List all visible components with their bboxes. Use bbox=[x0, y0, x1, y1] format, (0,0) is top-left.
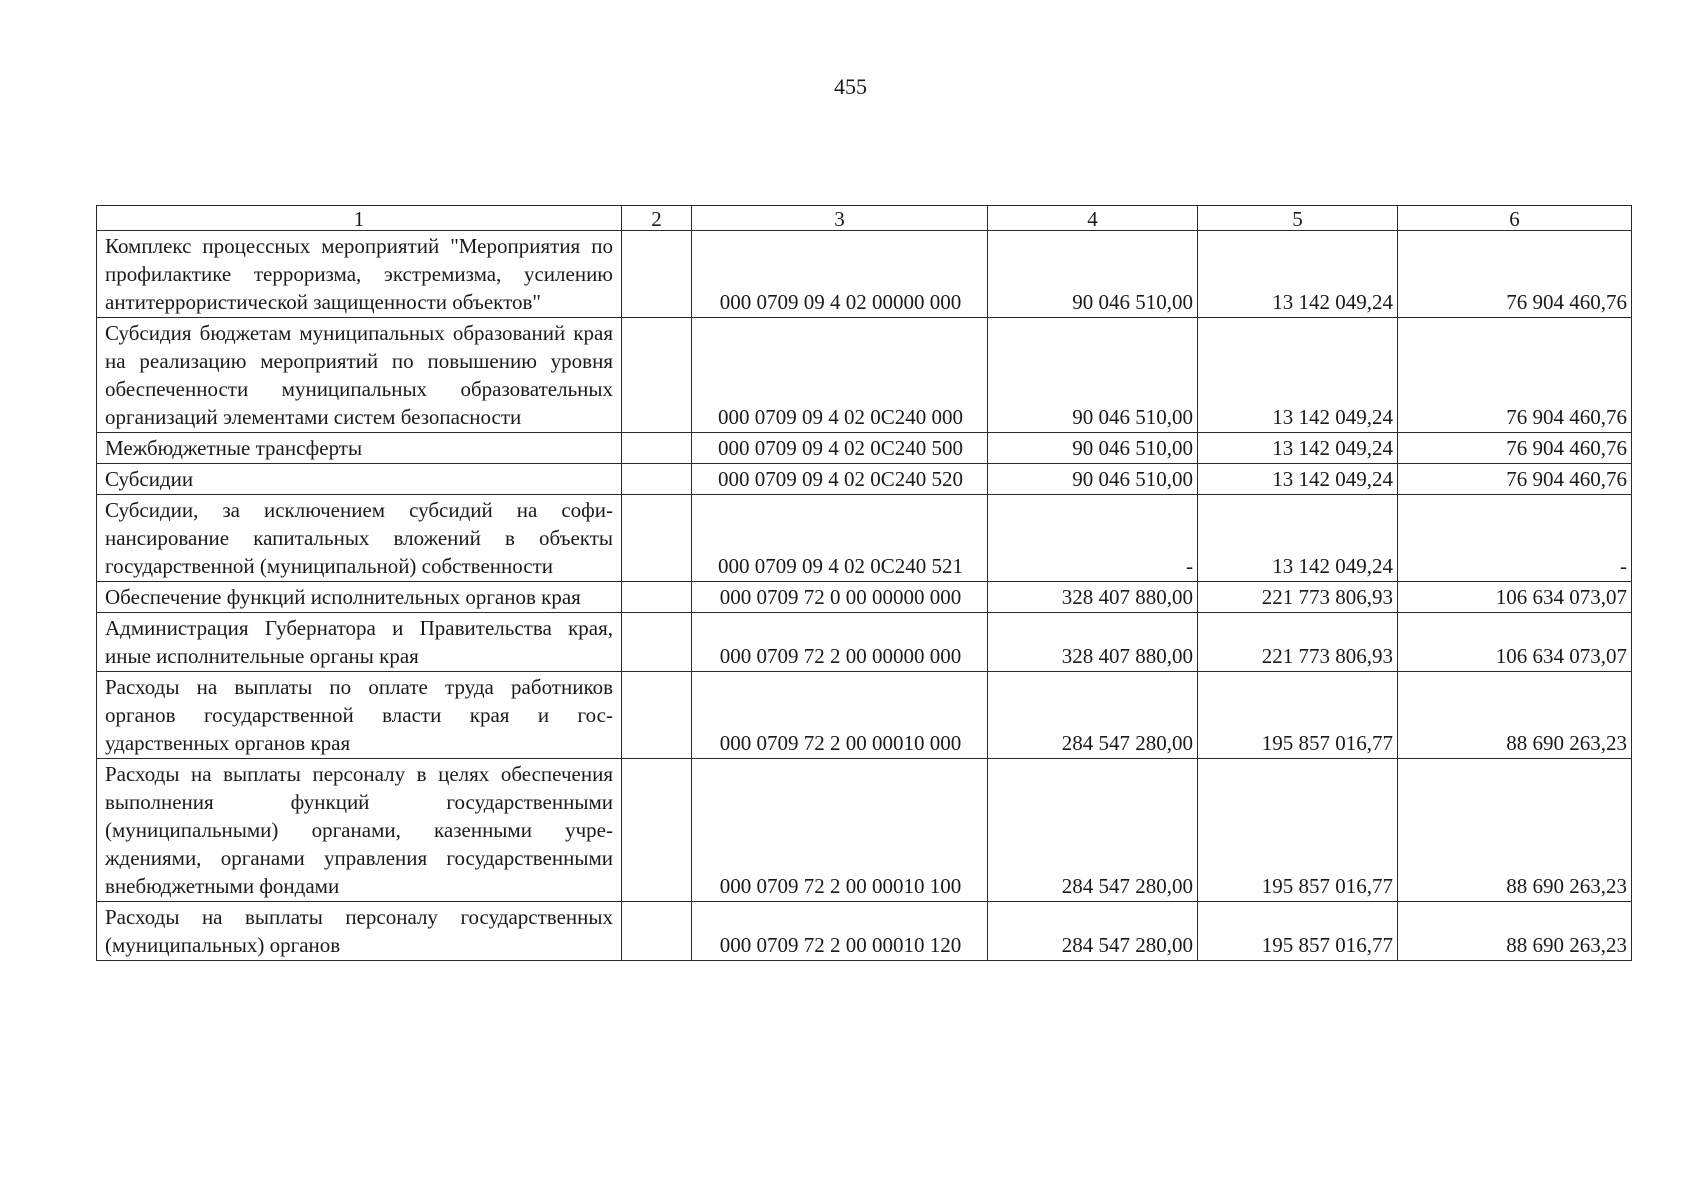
row-code: 000 0709 72 0 00 00000 000 bbox=[692, 582, 988, 613]
table-row bbox=[97, 433, 1632, 464]
table-row bbox=[97, 231, 1632, 318]
row-name: Субсидии bbox=[97, 464, 622, 495]
row-remainder: 88 690 263,23 bbox=[1398, 759, 1632, 902]
row-executed: 221 773 806,93 bbox=[1198, 582, 1398, 613]
row-remainder: 88 690 263,23 bbox=[1398, 902, 1632, 961]
row-col2 bbox=[622, 672, 692, 759]
row-code: 000 0709 09 4 02 0С240 520 bbox=[692, 464, 988, 495]
row-planned: 90 046 510,00 bbox=[988, 318, 1198, 433]
table-row bbox=[97, 464, 1632, 495]
row-name: Расходы на выплаты по оплате труда работников органов государственной власти края и государственных органов края bbox=[97, 672, 622, 759]
row-name: Обеспечение функций исполнительных органов края bbox=[97, 582, 622, 613]
row-remainder: 106 634 073,07 bbox=[1398, 613, 1632, 672]
row-code: 000 0709 09 4 02 0С240 000 bbox=[692, 318, 988, 433]
row-name: Расходы на выплаты персоналу в целях обеспечения выполнения функций государственными (муниципальными) органами, казенными учреждениями, органами управления государственными внебюджетными фондами bbox=[97, 759, 622, 902]
row-remainder: 76 904 460,76 bbox=[1398, 464, 1632, 495]
row-col2 bbox=[622, 433, 692, 464]
row-name: Субсидии, за исключением субсидий на софинансирование капитальных вложений в объекты государственной (муниципальной) собственности bbox=[97, 495, 622, 582]
row-executed: 221 773 806,93 bbox=[1198, 613, 1398, 672]
column-header-1: 1 bbox=[97, 206, 622, 231]
row-planned: 328 407 880,00 bbox=[988, 582, 1198, 613]
row-planned: 284 547 280,00 bbox=[988, 672, 1198, 759]
row-col2 bbox=[622, 902, 692, 961]
row-planned: 90 046 510,00 bbox=[988, 433, 1198, 464]
column-header-6: 6 bbox=[1398, 206, 1632, 231]
row-name: Комплекс процессных мероприятий "Мероприятия по профилактике терроризма, экстремизма, усилению антитеррористической защищенности объектов" bbox=[97, 231, 622, 318]
row-code: 000 0709 72 2 00 00010 120 bbox=[692, 902, 988, 961]
row-planned: 284 547 280,00 bbox=[988, 759, 1198, 902]
row-code: 000 0709 72 2 00 00010 100 bbox=[692, 759, 988, 902]
row-executed: 195 857 016,77 bbox=[1198, 902, 1398, 961]
table-row bbox=[97, 495, 1632, 582]
row-planned: - bbox=[988, 495, 1198, 582]
row-executed: 13 142 049,24 bbox=[1198, 464, 1398, 495]
row-planned: 90 046 510,00 bbox=[988, 231, 1198, 318]
row-planned: 328 407 880,00 bbox=[988, 613, 1198, 672]
row-name: Расходы на выплаты персоналу государственных (муниципальных) органов bbox=[97, 902, 622, 961]
column-header-5: 5 bbox=[1198, 206, 1398, 231]
table-row bbox=[97, 613, 1632, 672]
row-planned: 284 547 280,00 bbox=[988, 902, 1198, 961]
row-col2 bbox=[622, 495, 692, 582]
row-col2 bbox=[622, 759, 692, 902]
row-executed: 195 857 016,77 bbox=[1198, 759, 1398, 902]
row-code: 000 0709 72 2 00 00010 000 bbox=[692, 672, 988, 759]
table-row bbox=[97, 318, 1632, 433]
row-col2 bbox=[622, 231, 692, 318]
row-remainder: 76 904 460,76 bbox=[1398, 231, 1632, 318]
row-executed: 13 142 049,24 bbox=[1198, 433, 1398, 464]
row-executed: 13 142 049,24 bbox=[1198, 318, 1398, 433]
row-code: 000 0709 09 4 02 0С240 500 bbox=[692, 433, 988, 464]
table-row bbox=[97, 759, 1632, 902]
row-remainder: 76 904 460,76 bbox=[1398, 318, 1632, 433]
table-row bbox=[97, 582, 1632, 613]
row-remainder: 88 690 263,23 bbox=[1398, 672, 1632, 759]
row-col2 bbox=[622, 613, 692, 672]
column-header-4: 4 bbox=[988, 206, 1198, 231]
row-col2 bbox=[622, 464, 692, 495]
table-row bbox=[97, 672, 1632, 759]
row-name: Администрация Губернатора и Правительства края, иные исполнительные органы края bbox=[97, 613, 622, 672]
budget-table bbox=[96, 205, 1632, 961]
row-code: 000 0709 72 2 00 00000 000 bbox=[692, 613, 988, 672]
row-col2 bbox=[622, 318, 692, 433]
row-name: Субсидия бюджетам муниципальных образований края на реализацию мероприятий по повышению уровня обеспеченности муниципальных образовательных организаций элементами систем безопасности bbox=[97, 318, 622, 433]
table-row bbox=[97, 902, 1632, 961]
row-code: 000 0709 09 4 02 0С240 521 bbox=[692, 495, 988, 582]
row-planned: 90 046 510,00 bbox=[988, 464, 1198, 495]
page-number: 455 bbox=[834, 74, 867, 99]
row-remainder: 106 634 073,07 bbox=[1398, 582, 1632, 613]
row-executed: 13 142 049,24 bbox=[1198, 231, 1398, 318]
row-col2 bbox=[622, 582, 692, 613]
row-executed: 195 857 016,77 bbox=[1198, 672, 1398, 759]
column-header-2: 2 bbox=[622, 206, 692, 231]
row-name: Межбюджетные трансферты bbox=[97, 433, 622, 464]
header-row bbox=[97, 206, 1632, 231]
row-remainder: 76 904 460,76 bbox=[1398, 433, 1632, 464]
row-remainder: - bbox=[1398, 495, 1632, 582]
column-header-3: 3 bbox=[692, 206, 988, 231]
row-executed: 13 142 049,24 bbox=[1198, 495, 1398, 582]
row-code: 000 0709 09 4 02 00000 000 bbox=[692, 231, 988, 318]
